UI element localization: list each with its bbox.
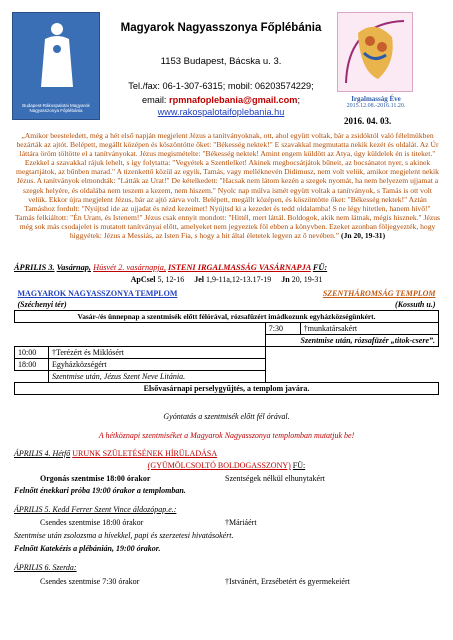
gospel-body: „Amikor beesteledett, még a hét első napján megjelent Jézus a tanítványoknak, ott, ahol együtt voltak, bár a zsidóktól való félelmükben bezárták az ajtót. Belépett, megállt középen és köszöntötte őket: "Békesség nektek!" E szavakkal megmutatta nekik kezét és oldalát. Az Úr láttára öröm töltötte el a tanítványokat. Jézus megismételte: "Békesség nektek! Amint engem küldött az Atya, úgy küldelek én is titeket." Ezekkel a szavakkal rájuk lehelt, s így folytatta: "Vegyétek a Szentlelket! Akinek megbocsátjátok bűneit, az bocsánatot nyer, s akinek megtartjátok, az bűnben marad." A tizenkettő közül az egyik, Tamás, vagy melléknevén Didimusz, nem volt velük, amikor megjelent nekik Jézus. A tanítványok elmondták: "Látták az Urat!" De kételkedett: "Hacsak nem látom kezén a szegek nyomát, ha nem helyezem ujjamat a szegek helyére, és oldalába nem teszem a kezem, nem hiszem." Nyolc nap múlva ismét együtt voltak a tanítványok, s Tamás is ott volt velük. Ekkor újra megjelent Jézus, bár az ajtó zárva volt. Belépett, megállt középen, és köszöntötte őket: "Békesség nektek!" Aztán Tamáshoz fordult: "Nyújtsd ide az ujjadat és nézd kezeimet! Nyújtsd ki a kezedet és tedd oldalamba! S ne légy hitetlen, hanem hívő!" Tamás felkiáltott: "Én Uram, és Istenem!" Jézus csak ennyit mondott: "Hittél, mert láttál. Boldogok, akik nem látnak, mégis hisznek." Jézus még sok más csodajelet is mutatott tanítványai előtt, amelyeket nem jegyeztek föl ebben a könyvben. Ezeket azonban följegyezték, hogy higgyétek: Jézus a Messiás, az Isten Fia, s hogy a hit által életetek legyen az ő nevében.” [15,131,440,241]
parish-logo [12,12,100,120]
april5-catechesis-note: Felnőtt Katekézis a plébánián, 19:00 órakor. [14,544,161,553]
email-suffix: ; [297,95,301,105]
parish-email-line [112,95,330,105]
april6-heading: ÁPRILIS 6. Szerda: [14,563,77,572]
april5-mass: Csendes szentmise 18:00 órakor [40,518,144,527]
table-row [15,359,439,371]
litany-note: Szentmise után, Jézus Szent Neve Litánia. [49,371,266,383]
reading2-label: Jel [194,275,204,284]
april5-prayer-note: Szentmise után zsolozsma a hívekkel, papi és szerzetesi hivatásokért. [14,531,234,540]
parish-phone: Tel./fax: 06-1-307-6315; mobil: 06203574229; [128,81,314,91]
parish-address: 1153 Budapest, Bácska u. 3. [160,56,282,67]
mercy-emblem-icon [338,13,412,91]
parish-website-link[interactable]: www.rakospalotaifoplebania.hu [157,107,285,117]
mass-intention: Egyházközségért [49,359,266,371]
april4-heading [14,449,217,458]
bulletin-date: 2016. 04. 03. [344,116,392,126]
april5-heading: ÁPRILIS 5. Kedd Ferrer Szent Vince áldozópap.e.: [14,505,177,514]
april3-date: ÁPRILIS 3. [14,263,55,272]
mass-intention: †munkatársakért [300,323,438,335]
table-row [15,335,439,347]
year-of-mercy-title: Irgalmasság Éve [351,95,401,103]
gospel-reference: (Jn 20, 19-31) [341,231,386,241]
church2-name: SZENTHÁROMSÁG TEMPLOM [322,289,436,298]
april5-intention: †Máriáért [225,518,257,527]
april3-feast: ISTENI IRGALMASSÁG VASÁRNAPJA [168,263,311,272]
email-prefix: email: [141,95,170,105]
table-row [15,288,439,299]
mass-time: 18:00 [15,359,49,371]
april6-intention: †Istvánért, Erzsébetért és gyermekeiért [225,577,350,586]
table-row [15,371,439,383]
april4-fu: FÜ: [292,461,306,470]
church1-cell [15,288,266,299]
april4-choir-note: Felnőtt énekkari próba 19:00 órakor a templomban. [14,486,186,495]
table-row [15,311,439,323]
confession-note: Gyóntatás a szentmisék előtt fél órával. [163,412,290,421]
april4-subheading [0,461,453,470]
weekday-mass-note: A hétköznapi szentmiséket a Magyarok Nagyasszonya templomban mutatjuk be! [98,431,355,440]
mass-time: 10:00 [15,347,49,359]
year-of-mercy-caption [330,96,422,110]
april4-feast: URUNK SZÜLETÉSÉNEK HÍRÜLADÁSA [72,449,218,458]
mass-intention: †Terézért és Miklósért [49,347,266,359]
reading1-ref: 5, 12-16 [157,275,185,284]
church2-cell [265,288,438,299]
reading1-label: ApCsel [130,275,156,284]
church2-location: (Kossuth u.) [395,300,436,309]
april4-date: ÁPRILIS 4. Hétfő [14,449,71,458]
church1-location: (Széchenyi tér) [17,300,67,309]
reading3-label: Jn [281,275,290,284]
reading3-ref: 20, 19-31 [291,275,323,284]
april4-intention: Szentségek nélkül elhunytakért [225,474,325,483]
madonna-figure-icon [37,21,77,89]
rosary-note: Vasár-/és ünnepnap a szentmisék előtt félórával, rózsafüzért imádkozunk egyházközségünkért. [15,311,439,323]
april6-mass: Csendes szentmise 7:30 órakor [40,577,140,586]
gospel-text [14,131,441,240]
april3-fu: FÜ: [312,263,328,272]
parish-title: Magyarok Nagyasszonya Főplébánia [120,22,322,34]
table-row [15,299,439,311]
rosary-exchange-note: Szentmise után, rózsafüzér „titok-csere”. [265,335,438,347]
april3-heading [14,263,327,272]
april3-readings [0,275,453,284]
mass-time: 7:30 [265,323,300,335]
mass-schedule-table [14,288,439,395]
year-of-mercy-logo [337,12,413,92]
april4-mass: Orgonás szentmise 18:00 órakor [40,474,151,483]
collection-note: Elsővasárnapi perselygyűjtés, a templom javára. [15,383,439,395]
reading2-ref: 1,9-11a,12-13.17-19 [205,275,272,284]
parish-logo-caption: Budapest-Rákospalotai Magyarok Nagyasszonya Főplébánia [22,103,90,113]
april4-feast-alt: (GYÜMÖLCSOLTÓ BOLDOGASSZONY) [147,461,291,470]
april3-day: Vasárnap, [56,263,92,272]
table-row [15,383,439,395]
table-row [15,347,439,359]
parish-email[interactable]: rpmnafoplebania@gmail.com [169,95,298,105]
table-row [15,323,439,335]
church1-name: MAGYAROK NAGYASSZONYA TEMPLOM [17,289,178,298]
year-of-mercy-dates: 2015.12.08.-2016.11.20. [346,103,406,109]
april3-week: Húsvét 2. vasárnapja, [93,263,166,272]
